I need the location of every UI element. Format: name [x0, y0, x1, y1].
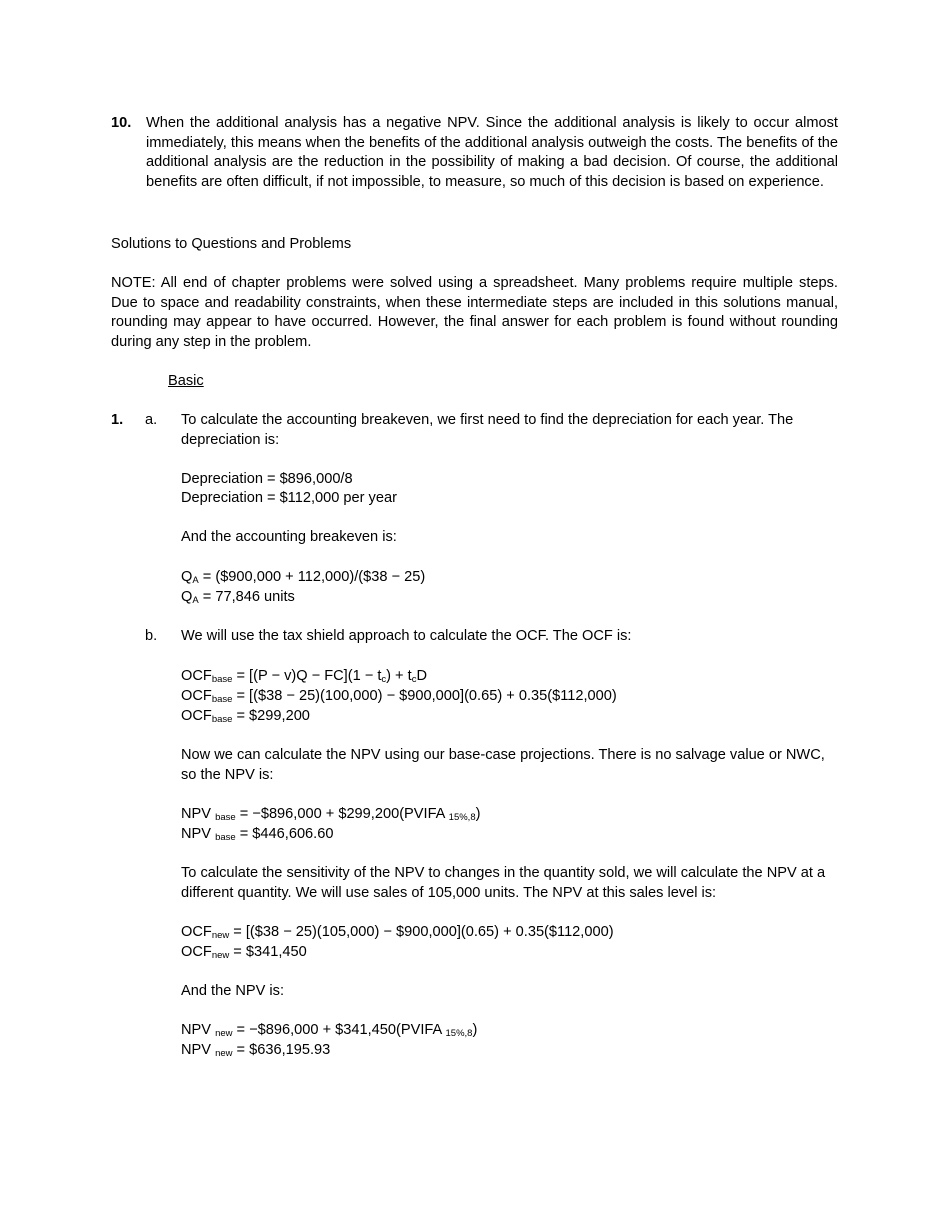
ocf-new-substitution: $OCF_{new}$ = [($38 − 25)(105,000) − $900,000](0.65) + 0.35($112,000): [181, 924, 614, 941]
depreciation-line-1: Depreciation = $896,000/8: [181, 471, 353, 487]
npv-base-intro: Now we can calculate the NPV using our base-case projections. There is no salvage value or NWC, so the NPV is:: [181, 747, 825, 783]
npv-new-formula: NPV $_{new}$ = −$896,000 + $341,450(PVIFA $_{15\%,8}$): [181, 1022, 478, 1039]
npv-new-intro: And the NPV is:: [181, 983, 285, 999]
npv-base-formula: NPV $_{base}$ = −$896,000 + $299,200(PVIFA $_{15\%,8}$): [181, 806, 481, 823]
npv-new-result: NPV $_{new}$ = $636,195.93: [181, 1042, 331, 1059]
ocf-base-formula: $OCF_{base} = [(P - v)Q - FC](1 - t_c) + t_cD$: [181, 668, 427, 685]
question-10-number: 10.: [111, 115, 132, 131]
section-label-basic: Basic: [168, 373, 204, 389]
question-10-answer: When the additional analysis has a negative NPV. Since the additional analysis is likely to occur almost immediately, this means when the benefits of the additional analysis outweigh the costs. The benefits of the additional analysis are the reduction in the possibility of making a bad decision. Of course, the additional benefits are often difficult, if not impossible, to measure, so much of this decision is based on experience.: [146, 115, 838, 190]
problem-1-number: 1.: [111, 412, 124, 428]
part-a-label: a.: [145, 412, 158, 428]
ocf-base-substitution: $OCF_{base}$ = [($38 − 25)(100,000) − $900,000](0.65) + 0.35($112,000): [181, 688, 617, 705]
breakeven-intro: And the accounting breakeven is:: [181, 529, 397, 545]
qa-equation-2: $Q_A = 77,846$ units: [181, 589, 295, 606]
part-b-intro: We will use the tax shield approach to calculate the OCF. The OCF is:: [181, 628, 632, 644]
note-paragraph: NOTE: All end of chapter problems were solved using a spreadsheet. Many problems require multiple steps. Due to space and readability constraints, when these intermediate steps are included in this solutions manual, rounding may appear to have occurred. However, the final answer for each problem is found without rounding during any step in the problem.: [111, 275, 838, 350]
ocf-base-result: $OCF_{base}$ = $299,200: [181, 708, 310, 725]
depreciation-line-2: Depreciation = $112,000 per year: [181, 490, 397, 506]
npv-base-result: NPV $_{base}$ = $446,606.60: [181, 826, 334, 843]
qa-equation-1: $Q_A$ = ($900,000 + 112,000)/($38 − 25): [181, 569, 426, 586]
sensitivity-intro: To calculate the sensitivity of the NPV to changes in the quantity sold, we will calculate the NPV at a different quantity. We will use sales of 105,000 units. The NPV at this sales level is:: [181, 865, 826, 901]
solutions-heading: Solutions to Questions and Problems: [111, 236, 352, 252]
part-b-label: b.: [145, 628, 158, 644]
ocf-new-result: $OCF_{new}$ = $341,450: [181, 944, 307, 961]
part-a-intro: To calculate the accounting breakeven, we first need to find the depreciation for each year. The depreciation is:: [181, 412, 794, 448]
